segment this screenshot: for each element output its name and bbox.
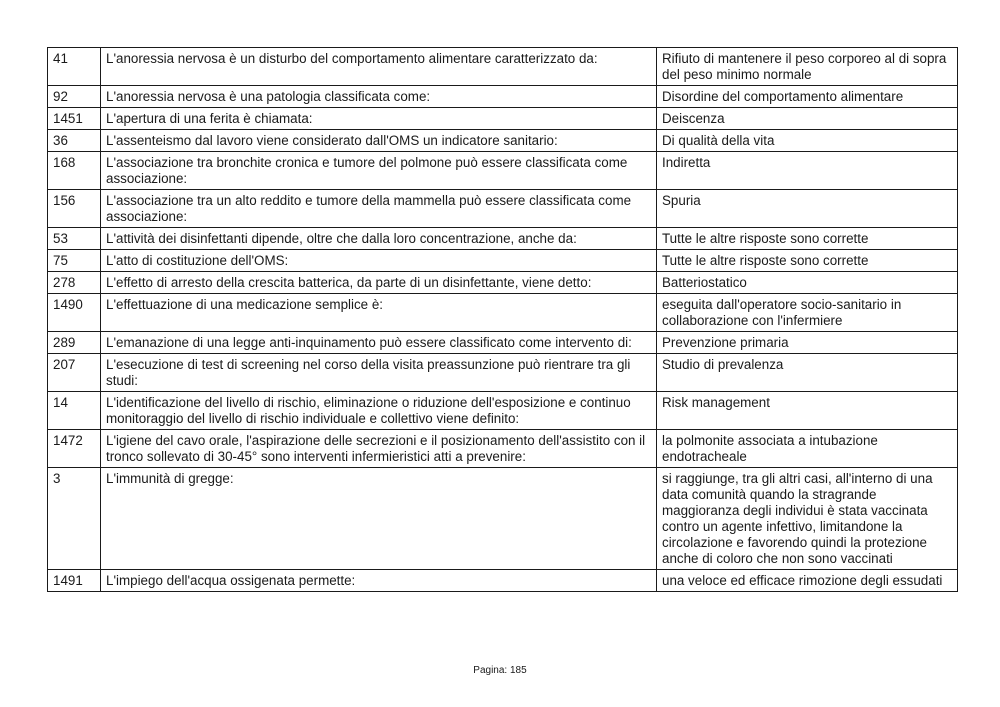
answer-text-cell: una veloce ed efficace rimozione degli essudati <box>657 570 958 592</box>
table-row <box>48 332 958 354</box>
answer-text-cell: Rifiuto di mantenere il peso corporeo al di sopra del peso minimo normale <box>657 48 958 86</box>
question-text-cell: L'immunità di gregge: <box>101 468 657 570</box>
question-text-cell: L'effettuazione di una medicazione semplice è: <box>101 294 657 332</box>
question-text-cell: L'igiene del cavo orale, l'aspirazione delle secrezioni e il posizionamento dell'assistito con il tronco sollevato di 30-45° sono interventi infermieristici atti a prevenire: <box>101 430 657 468</box>
answer-text-cell: Tutte le altre risposte sono corrette <box>657 250 958 272</box>
answer-text-cell: Prevenzione primaria <box>657 332 958 354</box>
table-row <box>48 86 958 108</box>
answer-text-cell: Tutte le altre risposte sono corrette <box>657 228 958 250</box>
question-text-cell: L'anoressia nervosa è una patologia classificata come: <box>101 86 657 108</box>
table-row <box>48 250 958 272</box>
question-id-cell: 1451 <box>48 108 101 130</box>
question-id-cell: 53 <box>48 228 101 250</box>
question-id-cell: 278 <box>48 272 101 294</box>
table-row <box>48 468 958 570</box>
question-text-cell: L'effetto di arresto della crescita batterica, da parte di un disinfettante, viene detto: <box>101 272 657 294</box>
question-id-cell: 3 <box>48 468 101 570</box>
table-row <box>48 430 958 468</box>
answer-text-cell: eseguita dall'operatore socio-sanitario in collaborazione con l'infermiere <box>657 294 958 332</box>
table-row <box>48 228 958 250</box>
question-text-cell: L'associazione tra un alto reddito e tumore della mammella può essere classificata come associazione: <box>101 190 657 228</box>
table-row <box>48 570 958 592</box>
question-text-cell: L'attività dei disinfettanti dipende, oltre che dalla loro concentrazione, anche da: <box>101 228 657 250</box>
table-row <box>48 294 958 332</box>
answer-text-cell: Risk management <box>657 392 958 430</box>
question-text-cell: L'emanazione di una legge anti-inquinamento può essere classificato come intervento di: <box>101 332 657 354</box>
page-number: Pagina: 185 <box>473 665 527 676</box>
question-id-cell: 14 <box>48 392 101 430</box>
question-id-cell: 1472 <box>48 430 101 468</box>
answer-text-cell: Deiscenza <box>657 108 958 130</box>
question-text-cell: L'esecuzione di test di screening nel corso della visita preassunzione può rientrare tra gli studi: <box>101 354 657 392</box>
question-text-cell: L'impiego dell'acqua ossigenata permette: <box>101 570 657 592</box>
question-text-cell: L'associazione tra bronchite cronica e tumore del polmone può essere classificata come associazione: <box>101 152 657 190</box>
answer-text-cell: si raggiunge, tra gli altri casi, all'interno di una data comunità quando la stragrande maggioranza degli individui è stata vaccinata contro un agente infettivo, limitandone la circolazione e favorendo quindi la protezione anche di coloro che non sono vaccinati <box>657 468 958 570</box>
table-row <box>48 130 958 152</box>
table-row <box>48 392 958 430</box>
question-text-cell: L'identificazione del livello di rischio, eliminazione o riduzione dell'esposizione e continuo monitoraggio del livello di rischio individuale e collettivo viene definito: <box>101 392 657 430</box>
answer-text-cell: Di qualità della vita <box>657 130 958 152</box>
question-id-cell: 75 <box>48 250 101 272</box>
question-id-cell: 168 <box>48 152 101 190</box>
answer-text-cell: Disordine del comportamento alimentare <box>657 86 958 108</box>
answer-text-cell: Batteriostatico <box>657 272 958 294</box>
answer-text-cell: Indiretta <box>657 152 958 190</box>
question-id-cell: 92 <box>48 86 101 108</box>
question-id-cell: 41 <box>48 48 101 86</box>
question-id-cell: 207 <box>48 354 101 392</box>
table-body <box>48 48 958 592</box>
table-row <box>48 152 958 190</box>
question-text-cell: L'atto di costituzione dell'OMS: <box>101 250 657 272</box>
answer-text-cell: Studio di prevalenza <box>657 354 958 392</box>
question-text-cell: L'apertura di una ferita è chiamata: <box>101 108 657 130</box>
question-id-cell: 36 <box>48 130 101 152</box>
answer-text-cell: la polmonite associata a intubazione endotracheale <box>657 430 958 468</box>
question-id-cell: 1491 <box>48 570 101 592</box>
table-row <box>48 354 958 392</box>
table-row <box>48 48 958 86</box>
question-id-cell: 156 <box>48 190 101 228</box>
answer-text-cell: Spuria <box>657 190 958 228</box>
question-text-cell: L'anoressia nervosa è un disturbo del comportamento alimentare caratterizzato da: <box>101 48 657 86</box>
question-id-cell: 1490 <box>48 294 101 332</box>
table-row <box>48 190 958 228</box>
question-answer-table <box>47 47 958 592</box>
question-id-cell: 289 <box>48 332 101 354</box>
table-row <box>48 108 958 130</box>
question-text-cell: L'assenteismo dal lavoro viene considerato dall'OMS un indicatore sanitario: <box>101 130 657 152</box>
table-row <box>48 272 958 294</box>
